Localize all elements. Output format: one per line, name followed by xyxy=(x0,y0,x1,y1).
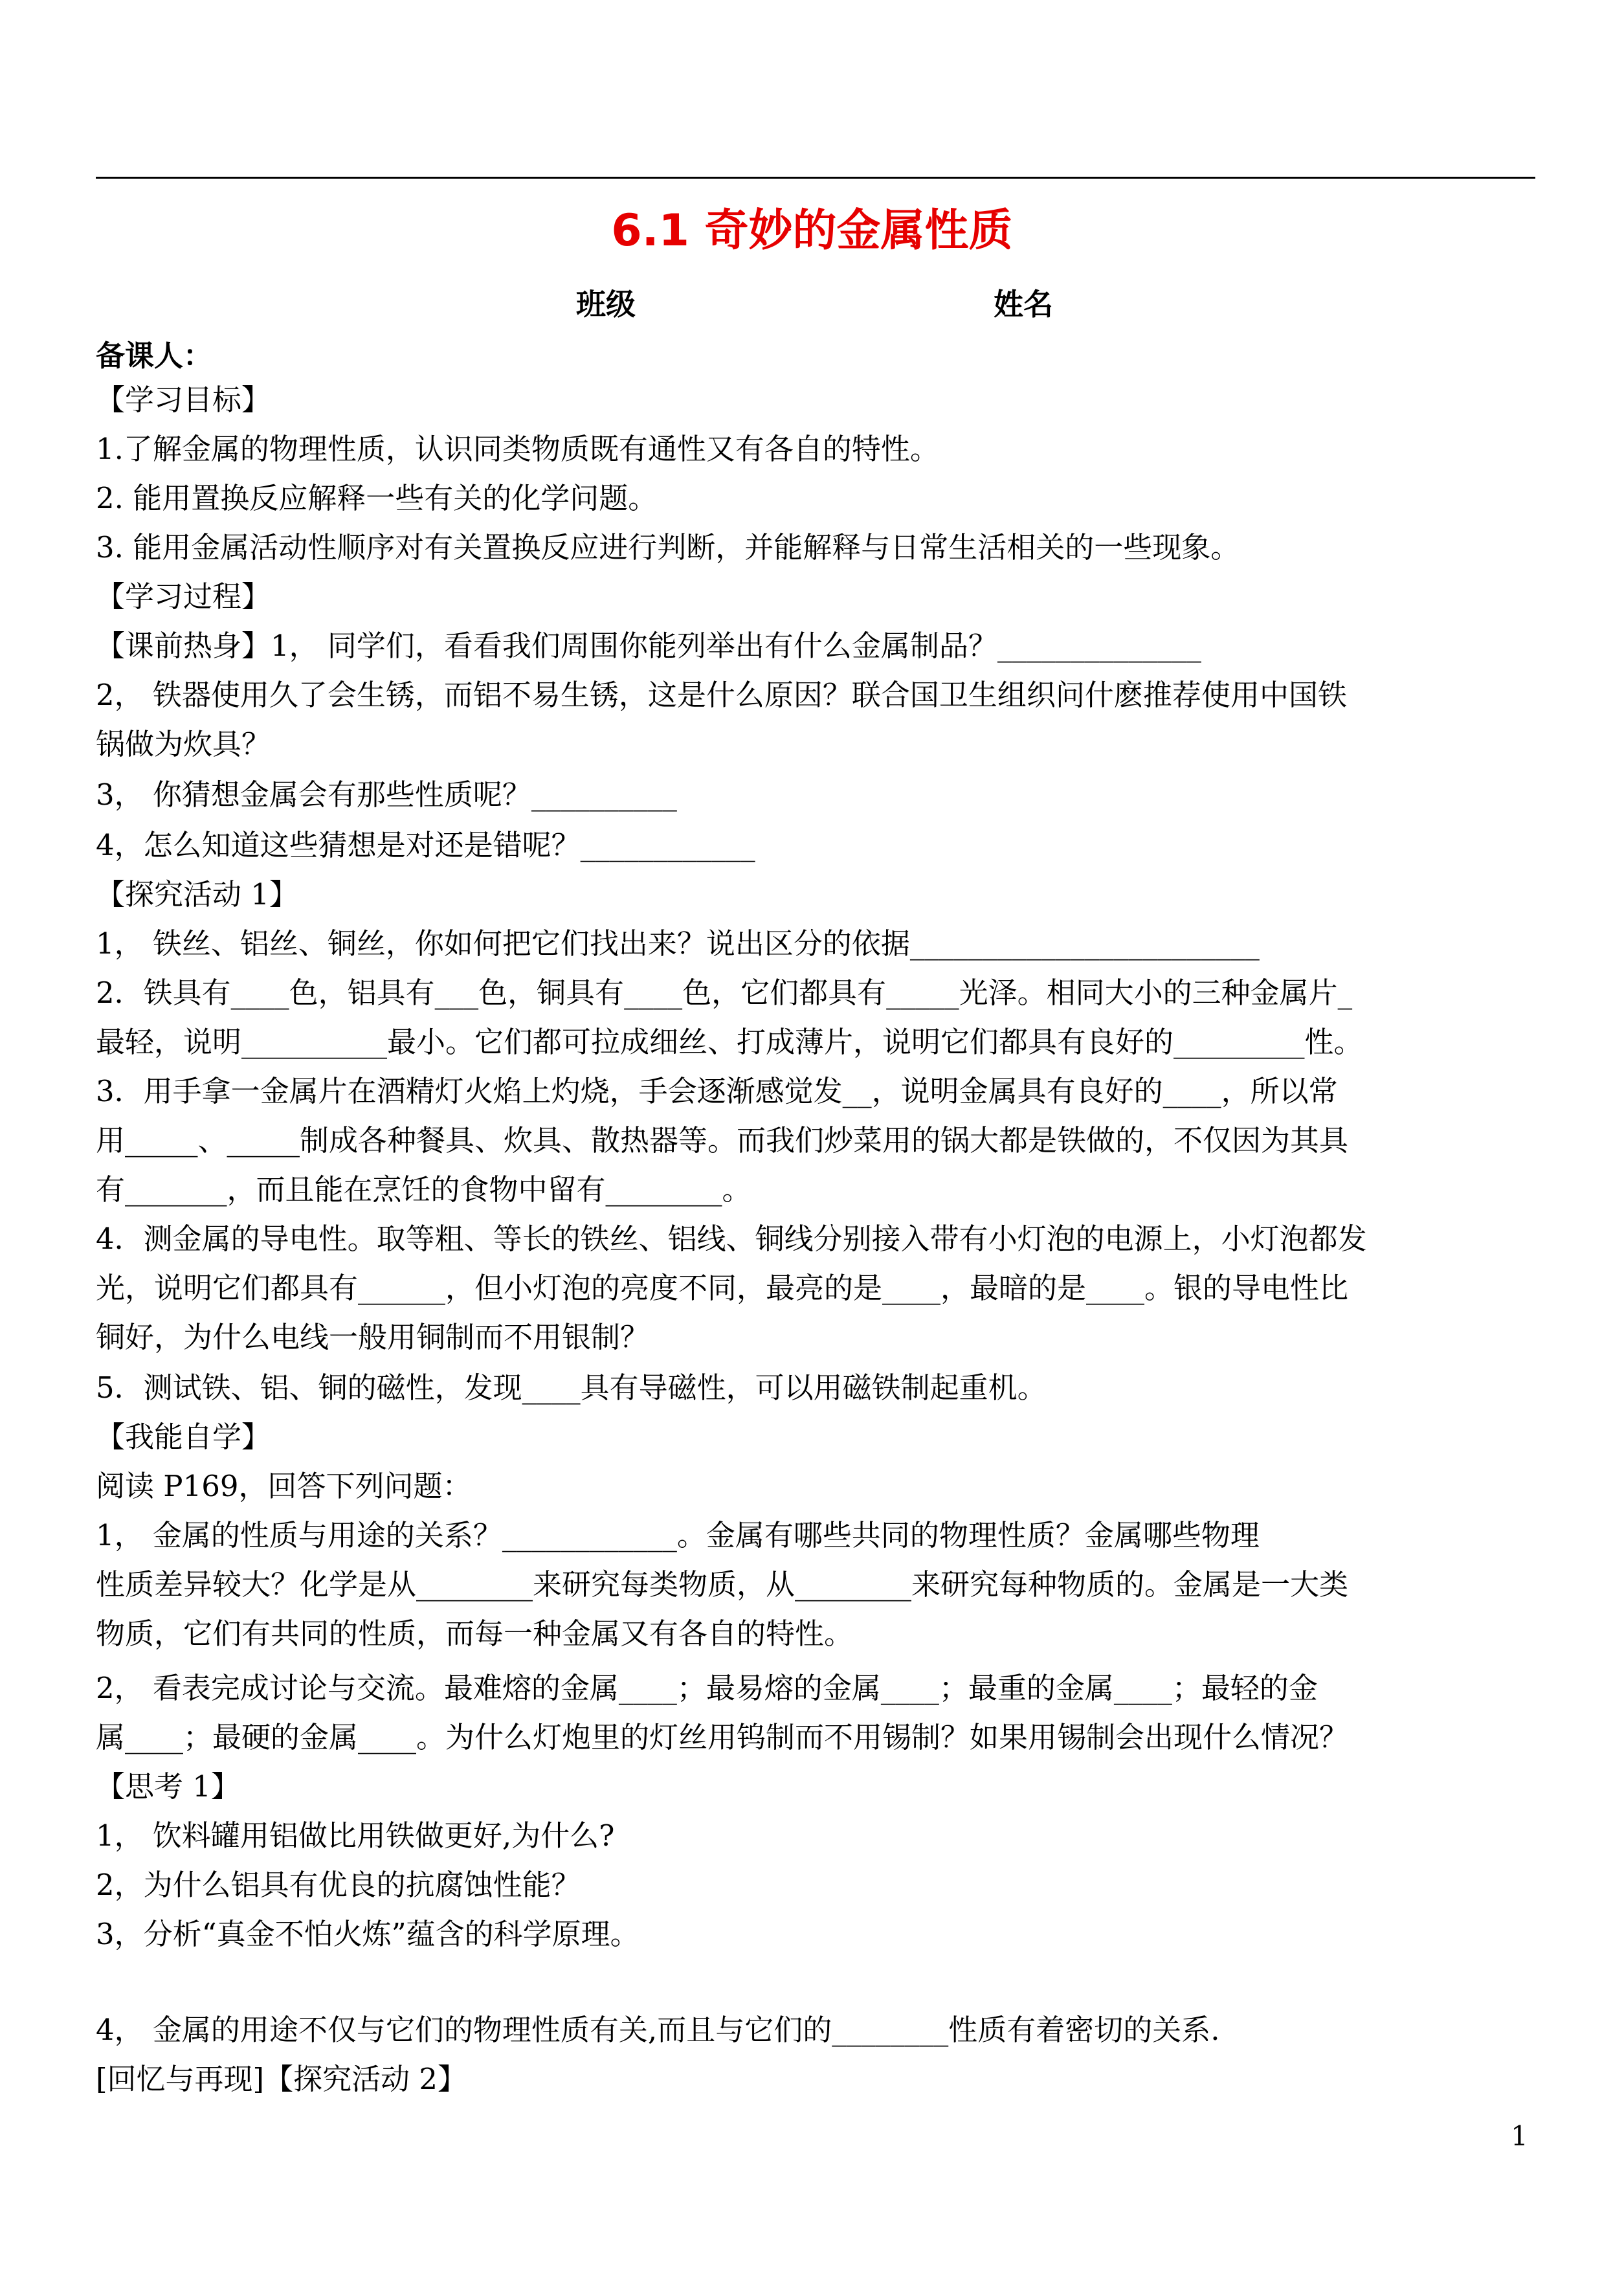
text-line: 光，说明它们都具有______，但小灯泡的亮度不同，最亮的是____，最暗的是____。银的导电性比 xyxy=(96,1271,1349,1305)
text-line: 【课前热身】1， 同学们，看看我们周围你能列举出有什么金属制品？______________ xyxy=(96,629,1201,663)
section-heading: 【学习目标】 xyxy=(96,383,271,417)
header-rule xyxy=(96,177,1535,179)
section-heading: 【我能自学】 xyxy=(96,1420,271,1454)
text-line: 3， 你猜想金属会有那些性质呢？__________ xyxy=(96,777,677,812)
section-heading: [回忆与再现]【探究活动 2】 xyxy=(96,2062,467,2096)
text-line: 2．铁具有____色，铝具有___色，铜具有____色，它们都具有_____光泽。相同大小的三种金属片_ xyxy=(96,976,1353,1010)
text-line: 铜好，为什么电线一般用铜制而不用银制？ xyxy=(96,1320,650,1354)
class-label: 班级 xyxy=(576,287,636,322)
text-line: 4，怎么知道这些猜想是对还是错呢？____________ xyxy=(96,828,755,862)
text-line: 阅读 P169，回答下列问题： xyxy=(96,1469,472,1503)
text-line: 用_____、_____制成各种餐具、炊具、散热器等。而我们炒菜用的锅大都是铁做的，不仅因为其具 xyxy=(96,1123,1349,1158)
section-heading: 【思考 1】 xyxy=(96,1769,240,1804)
preparer-label: 备课人： xyxy=(96,339,213,373)
text-line: 2. 能用置换反应解释一些有关的化学问题。 xyxy=(96,481,658,515)
text-line: 物质，它们有共同的性质，而每一种金属又有各自的特性。 xyxy=(96,1616,854,1651)
text-line: 3. 能用金属活动性顺序对有关置换反应进行判断，并能解释与日常生活相关的一些现象。 xyxy=(96,530,1240,565)
text-line: 1， 金属的性质与用途的关系？____________。金属有哪些共同的物理性质？金属哪些物理 xyxy=(96,1518,1260,1552)
text-line: 3，分析“真金不怕火炼”蕴含的科学原理。 xyxy=(96,1917,640,1951)
section-heading: 【学习过程】 xyxy=(96,579,271,614)
text-line: 4， 金属的用途不仅与它们的物理性质有关,而且与它们的________性质有着密切的关系. xyxy=(96,2013,1220,2047)
text-line: 2，为什么铝具有优良的抗腐蚀性能？ xyxy=(96,1868,581,1902)
page-title: 6.1 奇妙的金属性质 xyxy=(611,205,1013,256)
text-line: 有_______，而且能在烹饪的食物中留有________。 xyxy=(96,1172,751,1207)
text-line: 2， 看表完成讨论与交流。最难熔的金属____；最易熔的金属____；最重的金属____；最轻的金 xyxy=(96,1671,1318,1705)
text-line: 锅做为炊具？ xyxy=(96,727,271,761)
text-line: 1.了解金属的物理性质，认识同类物质既有通性又有各自的特性。 xyxy=(96,432,939,466)
text-line: 性质差异较大？化学是从________来研究每类物质，从________来研究每种物质的。金属是一大类 xyxy=(96,1567,1349,1602)
text-line: 1， 饮料罐用铝做比用铁做更好,为什么? xyxy=(96,1818,615,1853)
text-line: 最轻，说明__________最小。它们都可拉成细丝、打成薄片，说明它们都具有良好的_________性。 xyxy=(96,1025,1363,1059)
text-line: 2， 铁器使用久了会生锈，而铝不易生锈，这是什么原因？联合国卫生组织问什麽推荐使用中国铁 xyxy=(96,678,1347,712)
section-heading: 【探究活动 1】 xyxy=(96,877,298,912)
text-line: 属____；最硬的金属____。为什么灯炮里的灯丝用钨制而不用锡制？如果用锡制会出现什么情况？ xyxy=(96,1720,1349,1754)
text-line: 3．用手拿一金属片在酒精灯火焰上灼烧，手会逐渐感觉发__，说明金属具有良好的____，所以常 xyxy=(96,1074,1338,1108)
text-line: 4．测金属的导电性。取等粗、等长的铁丝、铝线、铜线分别接入带有小灯泡的电源上，小灯泡都发 xyxy=(96,1222,1367,1256)
text-line: 1， 铁丝、铝丝、铜丝，你如何把它们找出来？说出区分的依据________________________ xyxy=(96,926,1260,961)
text-line: 5．测试铁、铝、铜的磁性，发现____具有导磁性，可以用磁铁制起重机。 xyxy=(96,1370,1047,1405)
page-number: 1 xyxy=(1511,2120,1528,2152)
name-label: 姓名 xyxy=(994,287,1053,322)
